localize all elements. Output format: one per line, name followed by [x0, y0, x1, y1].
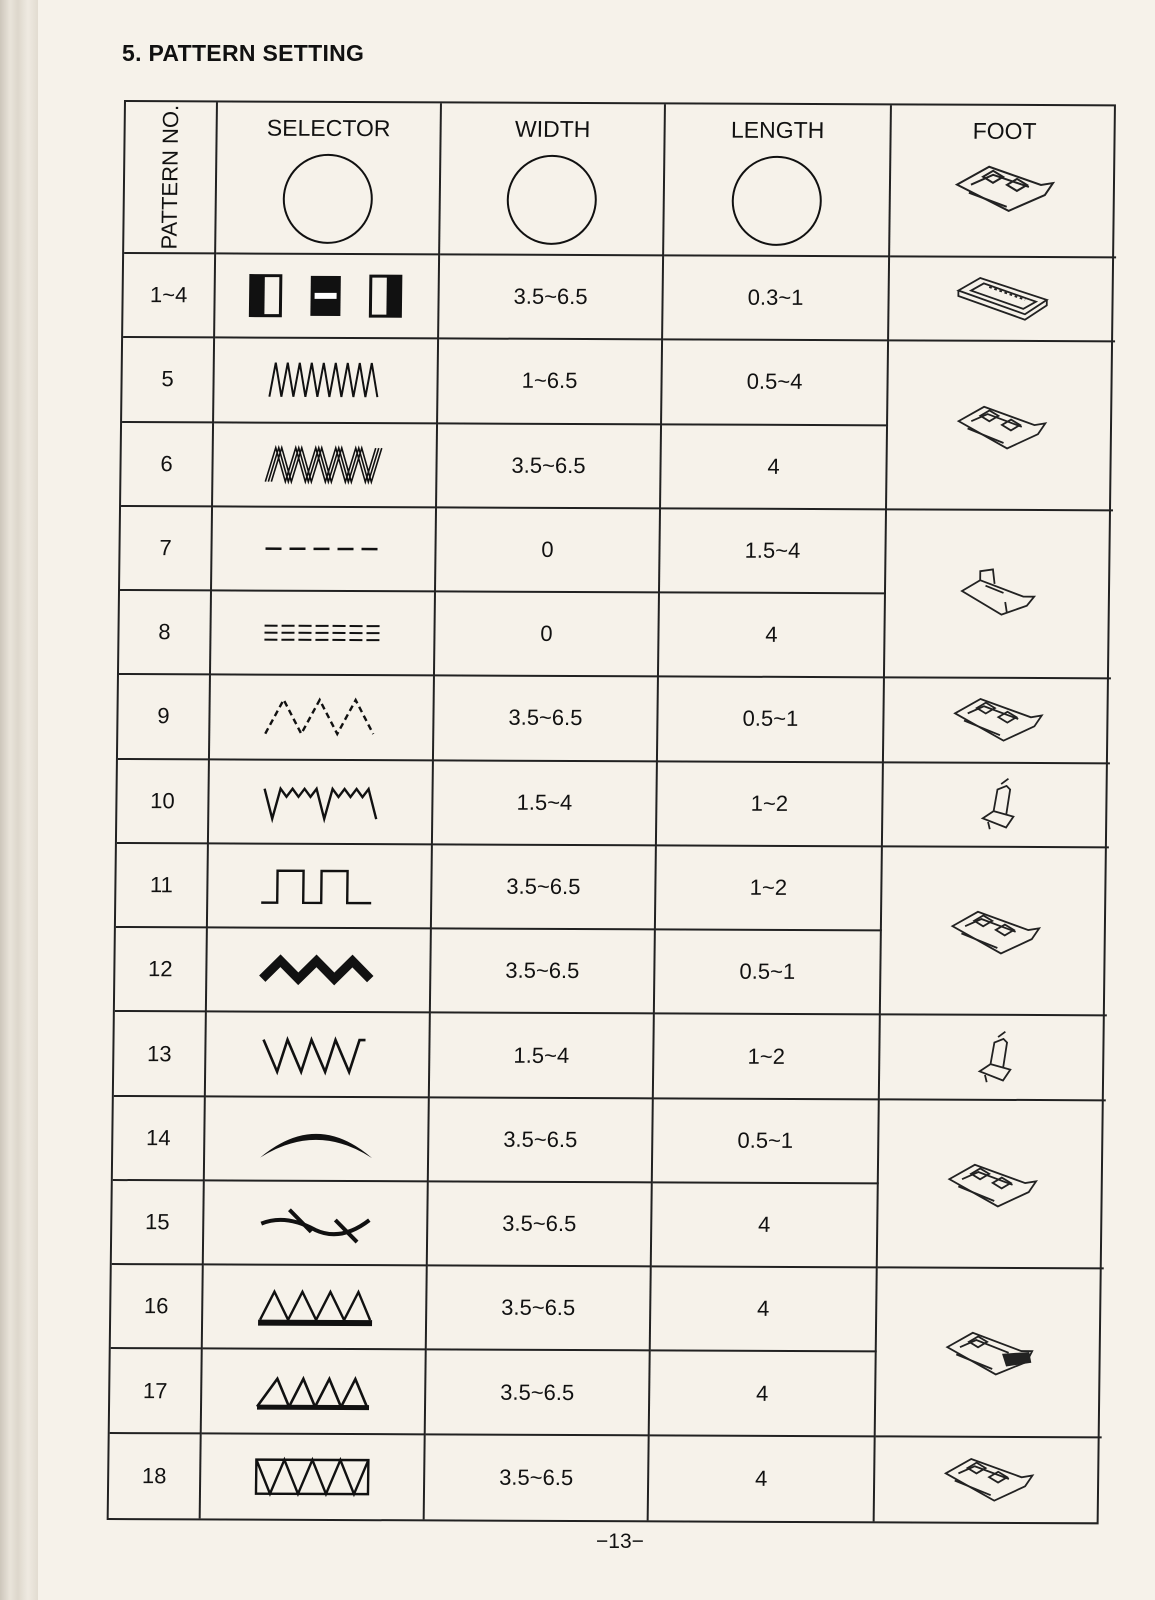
length-cell: 4	[661, 425, 888, 510]
width-cell: 1~6.5	[438, 340, 663, 425]
header-width-label: WIDTH	[514, 115, 591, 143]
page-number: −13−	[596, 1530, 644, 1553]
header-foot	[890, 105, 1118, 258]
pattern-no-cell: 14	[113, 1097, 206, 1182]
width-cell: 3.5~6.5	[434, 677, 659, 762]
header-pattern-no-label: PATTERN NO.	[156, 104, 183, 250]
length-cell: 0.5~1	[658, 678, 885, 763]
length-cell: 1.5~4	[660, 509, 887, 594]
width-cell: 1.5~4	[430, 1014, 655, 1099]
length-cell: 4	[652, 1183, 879, 1268]
width-cell: 3.5~6.5	[429, 1098, 654, 1183]
length-cell: 4	[651, 1268, 878, 1353]
width-cell: 3.5~6.5	[425, 1435, 650, 1520]
width-cell: 3.5~6.5	[427, 1267, 652, 1352]
length-cell: 4	[649, 1436, 876, 1521]
pattern-no-cell: 12	[115, 928, 208, 1013]
overlock-stitch-icon	[202, 1350, 427, 1435]
pattern-no-cell: 18	[109, 1434, 202, 1519]
straight-stitch-foot-icon	[949, 566, 1050, 622]
pattern-no-cell: 11	[116, 844, 209, 929]
presser-foot-icon	[949, 155, 1060, 217]
pattern-no-cell: 8	[119, 591, 212, 676]
length-cell: 4	[650, 1352, 877, 1437]
zigzag-foot-icon	[945, 903, 1046, 959]
header-foot-label: FOOT	[972, 117, 1037, 144]
length-cell: 0.5~1	[655, 930, 882, 1015]
length-dial-icon	[731, 156, 822, 246]
width-cell: 3.5~6.5	[428, 1182, 653, 1267]
buttonhole-icons	[215, 254, 440, 339]
buttonhole-foot-icon	[952, 271, 1053, 327]
pattern-no-cell: 5	[122, 338, 215, 423]
width-cell: 3.5~6.5	[439, 255, 664, 340]
straight-stitch-icon	[212, 507, 437, 592]
zigzag-foot-icon	[941, 1156, 1042, 1212]
width-dial-icon	[506, 155, 597, 245]
blind-hem-foot-icon	[946, 776, 1047, 832]
zigzag-foot-icon	[938, 1451, 1039, 1507]
header-length	[664, 104, 892, 257]
zigzag-foot-cell	[875, 1437, 1102, 1522]
arc-stitch-icon	[205, 1097, 430, 1182]
cross-stitch-icon	[204, 1181, 429, 1266]
header-pattern-no	[124, 102, 218, 254]
triple-straight-stitch-icon	[211, 591, 436, 676]
pattern-table	[107, 100, 1116, 1524]
pattern-no-cell: 16	[111, 1265, 204, 1350]
width-cell: 3.5~6.5	[437, 424, 662, 509]
pattern-no-cell: 13	[114, 1012, 207, 1097]
triple-zigzag-stitch-icon	[213, 423, 438, 508]
square-stitch-icon	[208, 844, 433, 929]
width-cell: 0	[435, 592, 660, 677]
zigzag-foot-cell	[878, 1100, 1106, 1270]
zigzag-foot-cell	[887, 342, 1115, 512]
header-width	[440, 103, 666, 256]
pattern-no-cell: 6	[121, 423, 214, 508]
header-selector	[216, 102, 442, 255]
width-cell: 0	[436, 508, 661, 593]
length-cell: 1~2	[657, 762, 884, 847]
width-cell: 3.5~6.5	[426, 1351, 651, 1436]
length-cell: 4	[659, 593, 886, 678]
pattern-no-cell: 9	[118, 675, 211, 760]
lattice-stitch-icon	[201, 1434, 426, 1519]
pattern-no-cell: 15	[112, 1181, 205, 1266]
overcasting-foot-cell	[876, 1269, 1104, 1439]
zigzag-foot-cell	[881, 847, 1109, 1017]
header-length-label: LENGTH	[730, 116, 825, 144]
length-cell: 0.5~1	[653, 1099, 880, 1184]
blind-hem-stitch-icon	[209, 760, 434, 845]
blind-hem-foot-icon	[943, 1029, 1044, 1085]
blind-hem-foot-cell	[883, 763, 1110, 848]
shell-stitch-icon	[206, 1013, 431, 1098]
section-title: 5. PATTERN SETTING	[122, 40, 365, 66]
buttonhole-foot-cell	[889, 257, 1116, 342]
header-selector-label: SELECTOR	[266, 114, 391, 142]
pattern-no-cell: 1~4	[123, 254, 216, 339]
length-cell: 1~2	[656, 846, 883, 931]
multi-step-zigzag-icon	[210, 676, 435, 761]
straight-foot-cell	[885, 510, 1113, 680]
length-cell: 0.5~4	[662, 341, 889, 426]
satin-diamond-stitch-icon	[207, 929, 432, 1014]
width-cell: 3.5~6.5	[431, 930, 656, 1015]
selector-dial-icon	[282, 154, 373, 244]
zigzag-foot-cell	[884, 679, 1111, 764]
pattern-no-cell: 17	[110, 1349, 203, 1434]
length-cell: 0.3~1	[663, 256, 890, 341]
pattern-no-cell: 10	[117, 760, 210, 845]
triangle-stitch-icon	[203, 1266, 428, 1351]
blind-hem-foot-cell	[880, 1016, 1107, 1101]
length-cell: 1~2	[654, 1015, 881, 1100]
width-cell: 1.5~4	[433, 761, 658, 846]
zigzag-stitch-icon	[214, 339, 439, 424]
zigzag-foot-icon	[947, 692, 1048, 748]
width-cell: 3.5~6.5	[432, 845, 657, 930]
zigzag-foot-icon	[951, 397, 1052, 453]
overcasting-foot-icon	[939, 1324, 1040, 1380]
pattern-no-cell: 7	[120, 507, 213, 592]
